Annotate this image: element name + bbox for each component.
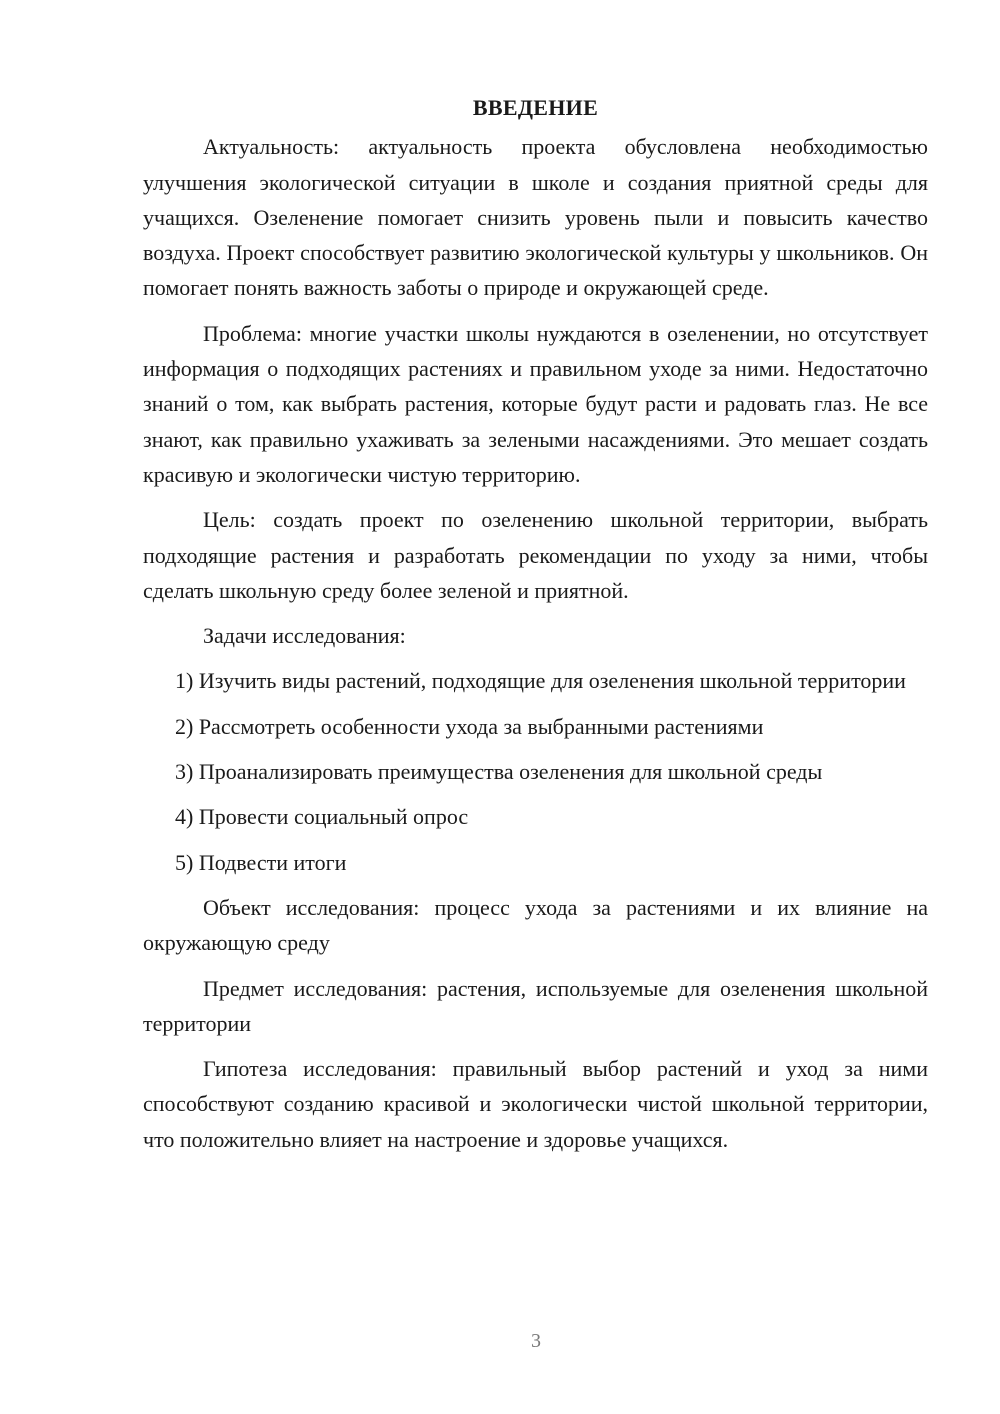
tasks-list	[143, 663, 928, 879]
problem-paragraph: Проблема: многие участки школы нуждаются в озеленении, но отсутствует информация о подходящих растениях и правильном уходе за ними. Недостаточно знаний о том, как выбрать растения, которые будут расти и радовать глаз. Не все знают, как правильно ухаживать за зелеными насаждениями. Это мешает создать красивую и экологически чистую территорию.	[143, 320, 928, 487]
task-item: 1) Изучить виды растений, подходящие для озеленения школьной территории	[175, 668, 906, 694]
object-paragraph: Объект исследования: процесс ухода за растениями и их влияние на окружающую среду	[143, 894, 928, 956]
page-number: 3	[531, 1330, 541, 1352]
page-content	[143, 90, 928, 1167]
task-item: 5) Подвести итоги	[175, 849, 347, 875]
task-item: 4) Провести социальный опрос	[175, 804, 469, 830]
hypothesis-paragraph: Гипотеза исследования: правильный выбор растений и уход за ними способствуют созданию красивой и экологически чистой школьной территории, что положительно влияет на настроение и здоровье учащихся.	[143, 1056, 928, 1152]
goal-paragraph: Цель: создать проект по озеленению школьной территории, выбрать подходящие растения и разработать рекомендации по уходу за ними, чтобы сделать школьную среду более зеленой и приятной.	[143, 507, 928, 603]
task-item: 3) Проанализировать преимущества озеленения для школьной среды	[175, 759, 823, 785]
tasks-heading: Задачи исследования:	[203, 623, 406, 649]
page-title: ВВЕДЕНИЕ	[472, 95, 599, 120]
task-item: 2) Рассмотреть особенности ухода за выбранными растениями	[175, 713, 764, 739]
subject-paragraph: Предмет исследования: растения, используемые для озеленения школьной территории	[143, 975, 928, 1036]
relevance-paragraph: Актуальность: актуальность проекта обусловлена необходимостью улучшения экологической ситуации в школе и создания приятной среды для учащихся. Озеленение помогает снизить уровень пыли и повысить качество воздуха. Проект способствует развитию экологической культуры у школьников. Он помогает понять важность заботы о природе и окружающей среде.	[143, 134, 928, 301]
